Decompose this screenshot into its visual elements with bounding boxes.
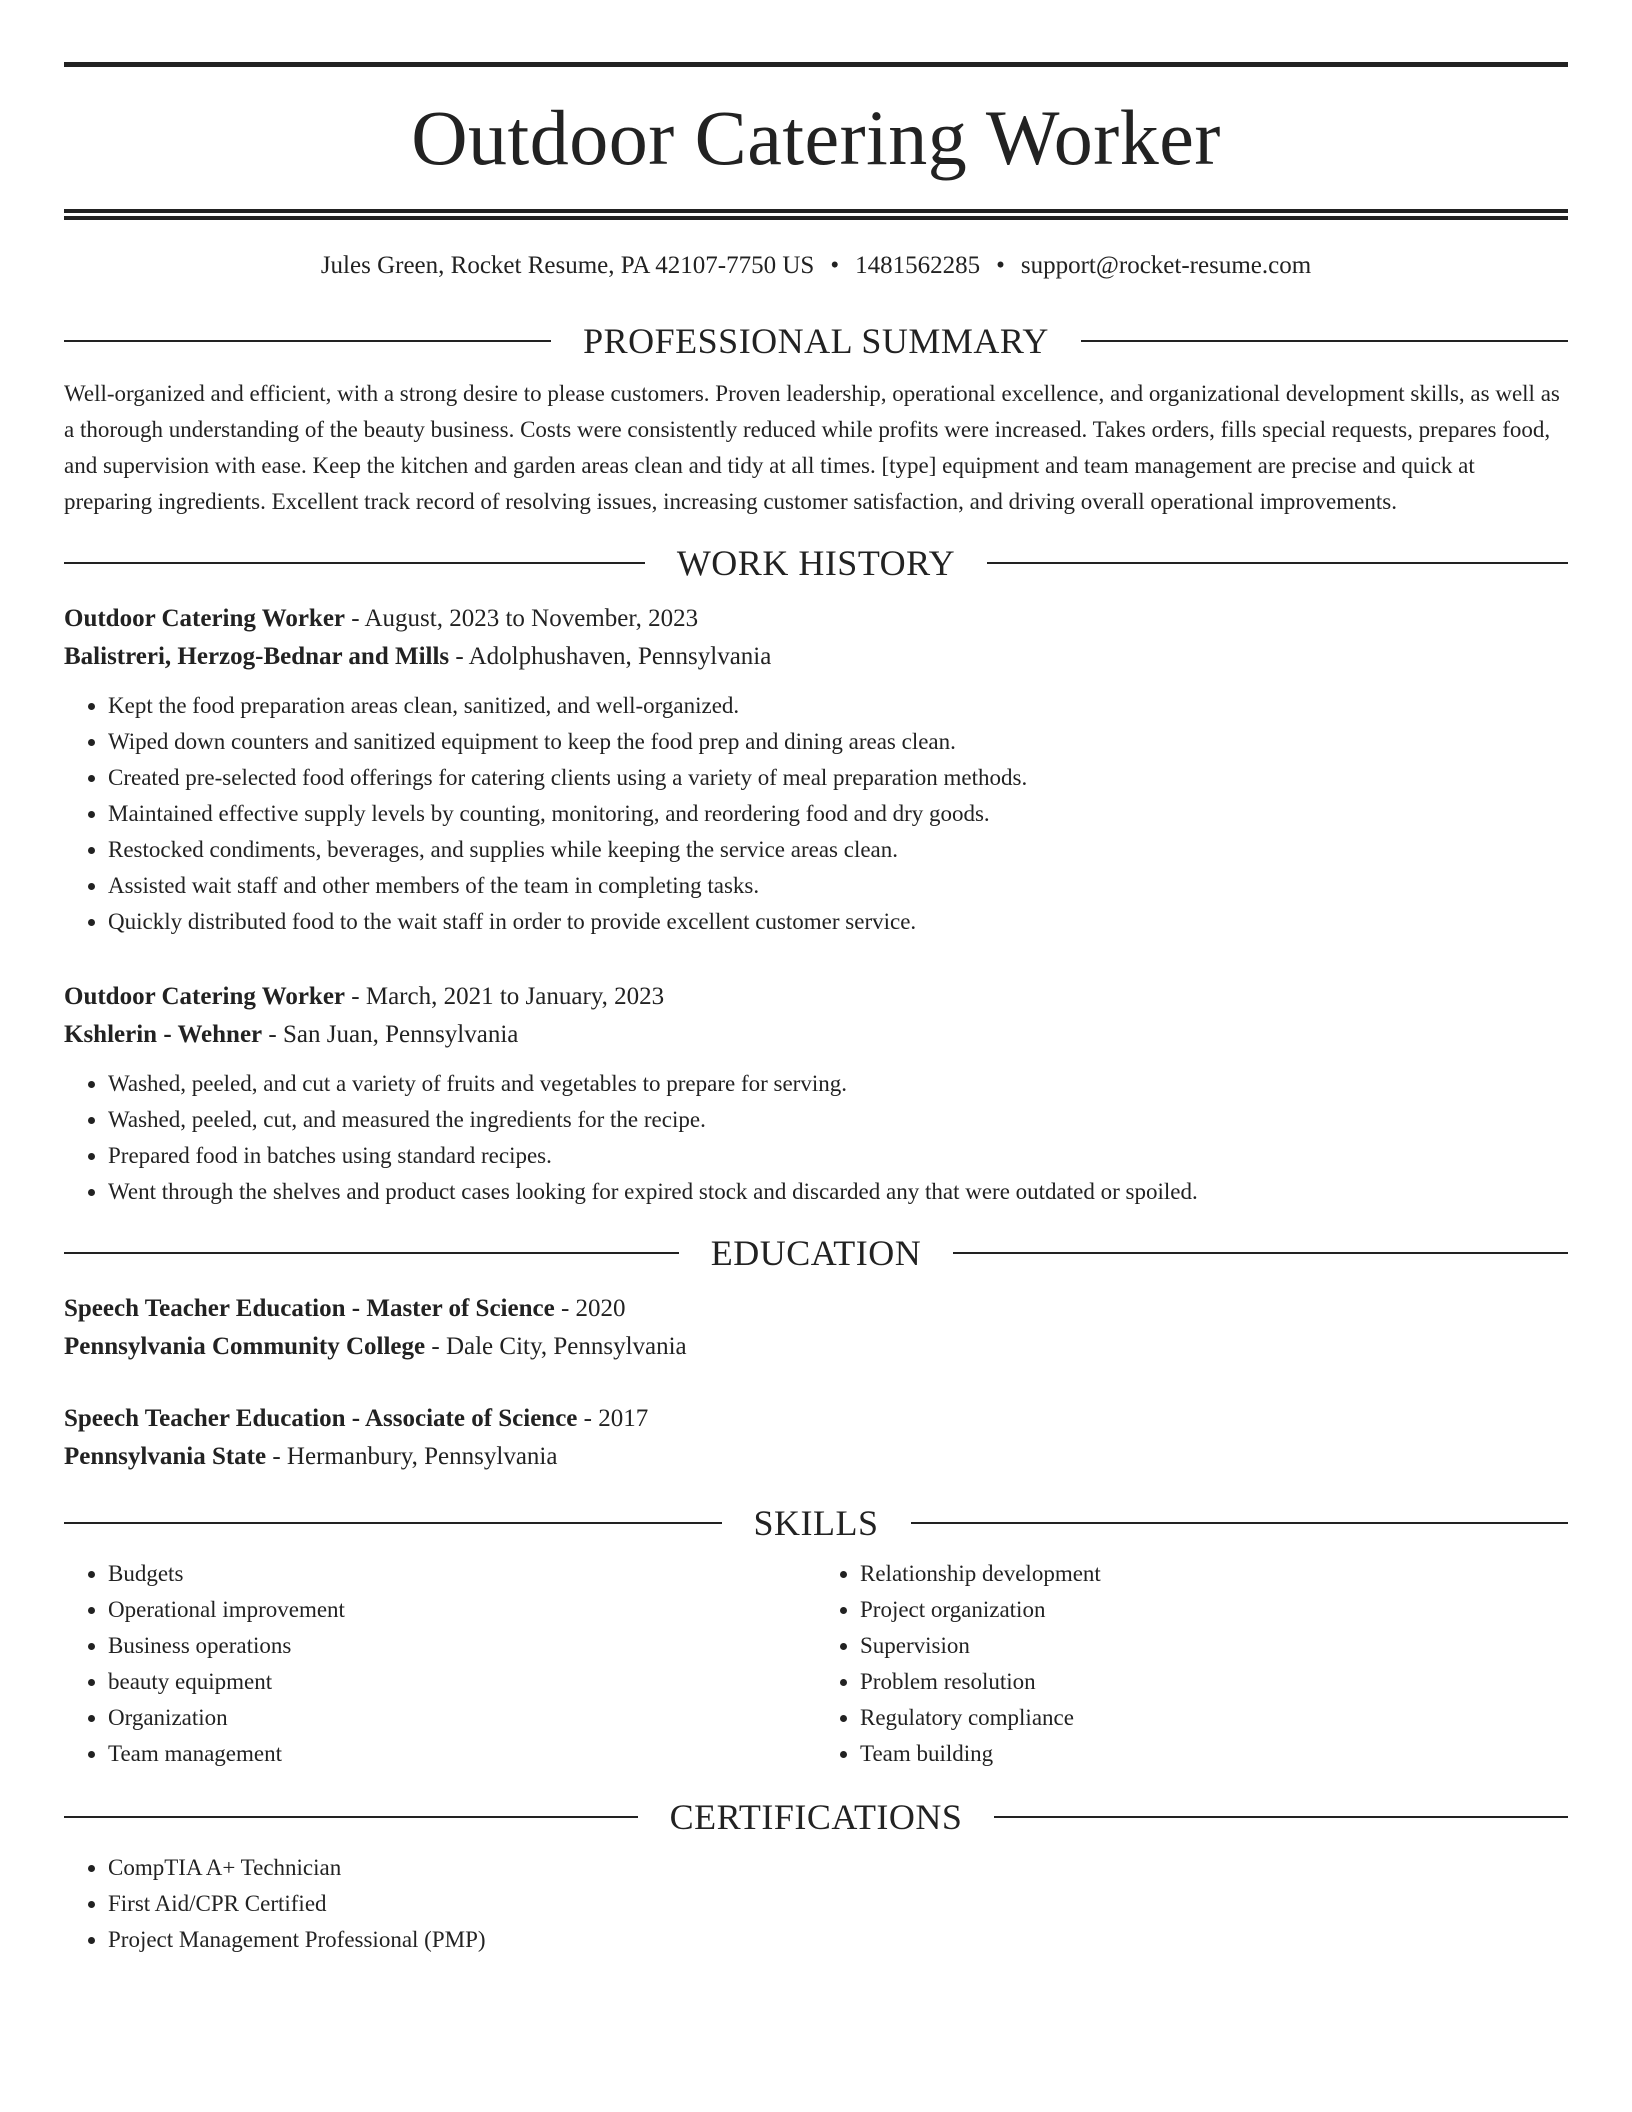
- education-degree-line: [64, 1290, 1568, 1328]
- skills-list-right: [816, 1556, 1568, 1772]
- contact-line: [64, 250, 1568, 282]
- job-bullet: • Washed, peeled, cut, and measured the ingredients for the recipe.: [108, 1102, 1568, 1138]
- job-bullet: • Kept the food preparation areas clean, sanitized, and well-organized.: [108, 688, 1568, 724]
- skill-item: • Budgets: [108, 1556, 816, 1592]
- heading-rule: [64, 1252, 679, 1254]
- education-location: - Dale City, Pennsylvania: [425, 1333, 687, 1360]
- skill-item: • Organization: [108, 1700, 816, 1736]
- heading-rule: [1081, 340, 1568, 342]
- education-school-line: [64, 1438, 1568, 1476]
- certification-item: • First Aid/CPR Certified: [108, 1886, 1568, 1922]
- job-title-line: [64, 600, 1568, 638]
- title-double-rule: [64, 209, 1568, 220]
- skill-item: • Operational improvement: [108, 1592, 816, 1628]
- heading-rule: [953, 1252, 1568, 1254]
- skill-item: • Team management: [108, 1736, 816, 1772]
- section-heading-certifications: [64, 1796, 1568, 1838]
- section-heading-skills: [64, 1502, 1568, 1544]
- contact-address: Jules Green, Rocket Resume, PA 42107-7750 US: [320, 252, 815, 279]
- section-title-certifications: CERTIFICATIONS: [669, 1797, 963, 1837]
- job-dates: - March, 2021 to January, 2023: [345, 983, 665, 1010]
- job-title: Outdoor Catering Worker: [64, 605, 346, 632]
- skill-item: • Business operations: [108, 1628, 816, 1664]
- job-bullets: [64, 688, 1568, 940]
- education-year: - 2017: [577, 1405, 649, 1432]
- contact-separator: •: [996, 252, 1005, 279]
- education-degree-line: [64, 1400, 1568, 1438]
- job-entry: [64, 600, 1568, 940]
- skill-item: • beauty equipment: [108, 1664, 816, 1700]
- title-block: [64, 62, 1568, 220]
- section-title-summary: PROFESSIONAL SUMMARY: [583, 321, 1049, 361]
- heading-rule: [911, 1522, 1569, 1524]
- job-employer: Kshlerin - Wehner: [64, 1021, 263, 1048]
- contact-separator: •: [830, 252, 840, 279]
- skill-item: • Supervision: [860, 1628, 1568, 1664]
- education-location: - Hermanbury, Pennsylvania: [266, 1443, 558, 1470]
- section-heading-education: [64, 1232, 1568, 1274]
- job-bullets: [64, 1066, 1568, 1210]
- heading-rule: [64, 1816, 638, 1818]
- skills-columns: [64, 1556, 1568, 1772]
- job-employer-line: [64, 1016, 1568, 1054]
- section-title-education: EDUCATION: [710, 1233, 922, 1273]
- skill-item: • Problem resolution: [860, 1664, 1568, 1700]
- education-school: Pennsylvania Community College: [64, 1333, 426, 1360]
- education-school-line: [64, 1328, 1568, 1366]
- job-employer-line: [64, 638, 1568, 676]
- education-entry: [64, 1290, 1568, 1366]
- job-entry: [64, 978, 1568, 1210]
- heading-rule: [64, 1522, 722, 1524]
- education-year: - 2020: [554, 1295, 626, 1322]
- job-title: Outdoor Catering Worker: [64, 983, 346, 1010]
- certifications-list: [64, 1850, 1568, 1958]
- section-title-skills: SKILLS: [753, 1503, 879, 1543]
- resume-title: Outdoor Catering Worker: [411, 94, 1221, 181]
- job-title-line: [64, 978, 1568, 1016]
- job-bullet: • Maintained effective supply levels by counting, monitoring, and reordering food and dry goods.: [108, 796, 1568, 832]
- heading-rule: [64, 340, 551, 342]
- job-bullet: • Restocked condiments, beverages, and supplies while keeping the service areas clean.: [108, 832, 1568, 868]
- job-bullet: • Washed, peeled, and cut a variety of fruits and vegetables to prepare for serving.: [108, 1066, 1568, 1102]
- summary-paragraph: Well-organized and efficient, with a strong desire to please customers. Proven leadership, operational excellence, and organizational development skills, as well as a thorough understanding of the beauty business. Costs were consistently reduced while profits were increased. Takes orders, fills special requests, prepares food, and supervision with ease. Keep the kitchen and garden areas clean and tidy at all times. [type] equipment and team management are precise and quick at preparing ingredients. Excellent track record of resolving issues, increasing customer satisfaction, and driving overall operational improvements.: [64, 381, 1560, 514]
- education-entry: [64, 1400, 1568, 1476]
- section-title-work: WORK HISTORY: [676, 543, 956, 583]
- heading-rule: [987, 562, 1568, 564]
- job-bullet: • Created pre-selected food offerings for catering clients using a variety of meal preparation methods.: [108, 760, 1568, 796]
- certification-item: • Project Management Professional (PMP): [108, 1922, 1568, 1958]
- skill-item: • Project organization: [860, 1592, 1568, 1628]
- contact-phone: 1481562285: [855, 252, 981, 279]
- skill-item: • Relationship development: [860, 1556, 1568, 1592]
- job-bullet: • Wiped down counters and sanitized equipment to keep the food prep and dining areas clean.: [108, 724, 1568, 760]
- skills-list-left: [64, 1556, 816, 1772]
- job-bullet: • Quickly distributed food to the wait staff in order to provide excellent customer service.: [108, 904, 1568, 940]
- certification-item: • CompTIA A+ Technician: [108, 1850, 1568, 1886]
- education-degree: Speech Teacher Education - Master of Science: [64, 1295, 555, 1322]
- heading-rule: [994, 1816, 1568, 1818]
- section-heading-work: [64, 542, 1568, 584]
- job-location: - San Juan, Pennsylvania: [262, 1021, 519, 1048]
- job-bullet: • Prepared food in batches using standard recipes.: [108, 1138, 1568, 1174]
- job-location: - Adolphushaven, Pennsylvania: [449, 643, 772, 670]
- job-dates: - August, 2023 to November, 2023: [345, 605, 699, 632]
- skill-item: • Regulatory compliance: [860, 1700, 1568, 1736]
- job-bullet: • Assisted wait staff and other members of the team in completing tasks.: [108, 868, 1568, 904]
- contact-email: support@rocket-resume.com: [1020, 252, 1312, 279]
- section-heading-summary: [64, 320, 1568, 362]
- skill-item: • Team building: [860, 1736, 1568, 1772]
- education-school: Pennsylvania State: [64, 1443, 267, 1470]
- job-bullet: • Went through the shelves and product cases looking for expired stock and discarded any that were outdated or spoiled.: [108, 1174, 1568, 1210]
- education-degree: Speech Teacher Education - Associate of Science: [64, 1405, 578, 1432]
- job-employer: Balistreri, Herzog-Bednar and Mills: [64, 643, 450, 670]
- heading-rule: [64, 562, 645, 564]
